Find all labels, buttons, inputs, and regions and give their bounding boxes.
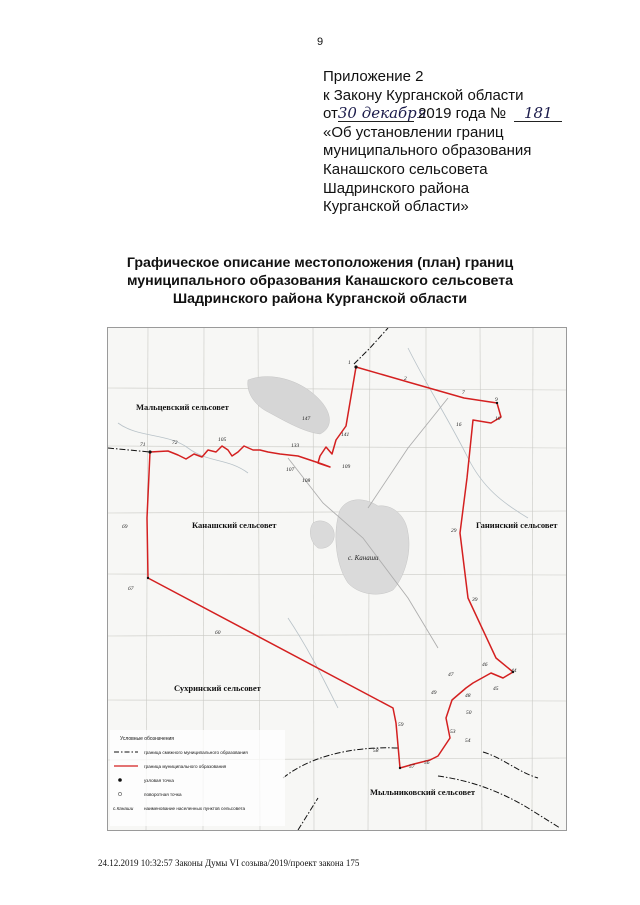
point-141-label: 141 <box>341 432 350 438</box>
point-59-label: 59 <box>398 722 404 728</box>
handwritten-date: 30 декабря <box>337 104 427 123</box>
date-prefix: от <box>323 105 338 123</box>
legend-item-turn: поворотная точка <box>144 792 182 797</box>
point-47-label: 47 <box>448 672 454 678</box>
point-29-label: 29 <box>451 528 457 534</box>
title-line-3: Шадринского района Курганской области <box>172 291 468 307</box>
point-71-label: 71 <box>140 442 146 448</box>
appendix-line-8: Курганской области» <box>323 198 469 216</box>
map-svg <box>108 328 566 830</box>
point-2-label: 2 <box>404 376 407 382</box>
point-45-label: 45 <box>493 686 499 692</box>
title-line-1: Графическое описание местоположения (план) границ <box>126 255 514 271</box>
year-text: 2019 года № <box>418 105 507 123</box>
map-legend <box>110 730 285 826</box>
point-69-label: 69 <box>122 524 128 530</box>
region-kanashsky: Канашский сельсовет <box>192 520 277 530</box>
point-147-label: 147 <box>302 416 311 422</box>
appendix-line-5: муниципального образования <box>323 142 532 160</box>
region-ganinsky: Ганинский сельсовет <box>476 520 558 530</box>
point-48-label: 48 <box>465 693 471 699</box>
point-54-label: 54 <box>465 738 471 744</box>
appendix-line-6: Канашского сельсовета <box>323 160 488 178</box>
legend-title: Условные обозначения <box>120 736 175 742</box>
region-maltsevsky: Мальцевский сельсовет <box>136 402 229 412</box>
legend-settlement-sample: с.Канаши <box>113 806 134 811</box>
point-56-label: 56 <box>424 760 430 766</box>
handwritten-law-number: 181 <box>514 106 562 122</box>
appendix-line-1: Приложение 2 <box>323 68 424 85</box>
appendix-date-line <box>323 105 623 124</box>
point-109-label: 109 <box>342 464 351 470</box>
point-44-label: 44 <box>511 668 517 674</box>
settlement-kanashi-label: с. Канаши <box>348 554 379 562</box>
point-72-label: 72 <box>172 440 178 446</box>
point-7-label: 7 <box>462 390 465 396</box>
point-9-label: 9 <box>495 397 498 403</box>
page-number: 9 <box>316 36 324 48</box>
legend-item-municipal: граница муниципального образования <box>144 764 227 769</box>
legend-item-settlement: наименование населенных пунктов сельсовета <box>144 806 246 811</box>
point-58-label: 58 <box>373 748 379 754</box>
title-line-2: муниципального образования Канашского сельсовета <box>126 273 514 289</box>
point-105-label: 105 <box>218 437 227 443</box>
appendix-line-7: Шадринского района <box>323 179 470 197</box>
boundary-map <box>107 327 567 831</box>
point-107-label: 107 <box>286 467 295 473</box>
point-57-label: 57 <box>409 764 415 770</box>
point-60-label: 60 <box>215 630 221 636</box>
region-sukhrinsky: Сухринский сельсовет <box>174 683 261 693</box>
point-16-label: 16 <box>456 422 462 428</box>
document-title <box>60 254 580 308</box>
appendix-line-4: «Об установлении границ <box>323 123 504 141</box>
point-1-label: 1 <box>348 360 351 366</box>
point-67-label: 67 <box>128 586 134 592</box>
appendix-line-2: к Закону Курганской области <box>323 86 524 104</box>
legend-item-node: узловая точка <box>144 778 174 783</box>
region-mylnikovsky: Мыльниковский сельсовет <box>370 787 476 797</box>
footer-metadata: 24.12.2019 10:32:57 Законы Думы VI созыва/2019/проект закона 175 <box>98 858 360 868</box>
point-46-label: 46 <box>482 662 488 668</box>
legend-item-adjacent: граница смежного муниципального образования <box>144 750 248 755</box>
point-108-label: 108 <box>302 478 311 484</box>
point-133-label: 133 <box>291 443 300 449</box>
point-53-label: 53 <box>450 729 456 735</box>
settlement-maltsevo <box>248 377 330 434</box>
appendix-header <box>323 68 623 217</box>
point-50-label: 50 <box>466 710 472 716</box>
point-10-label: 10 <box>495 416 501 422</box>
legend-node-dot-symbol <box>118 778 122 782</box>
point-49-label: 49 <box>431 690 437 696</box>
point-39-label: 39 <box>472 597 478 603</box>
